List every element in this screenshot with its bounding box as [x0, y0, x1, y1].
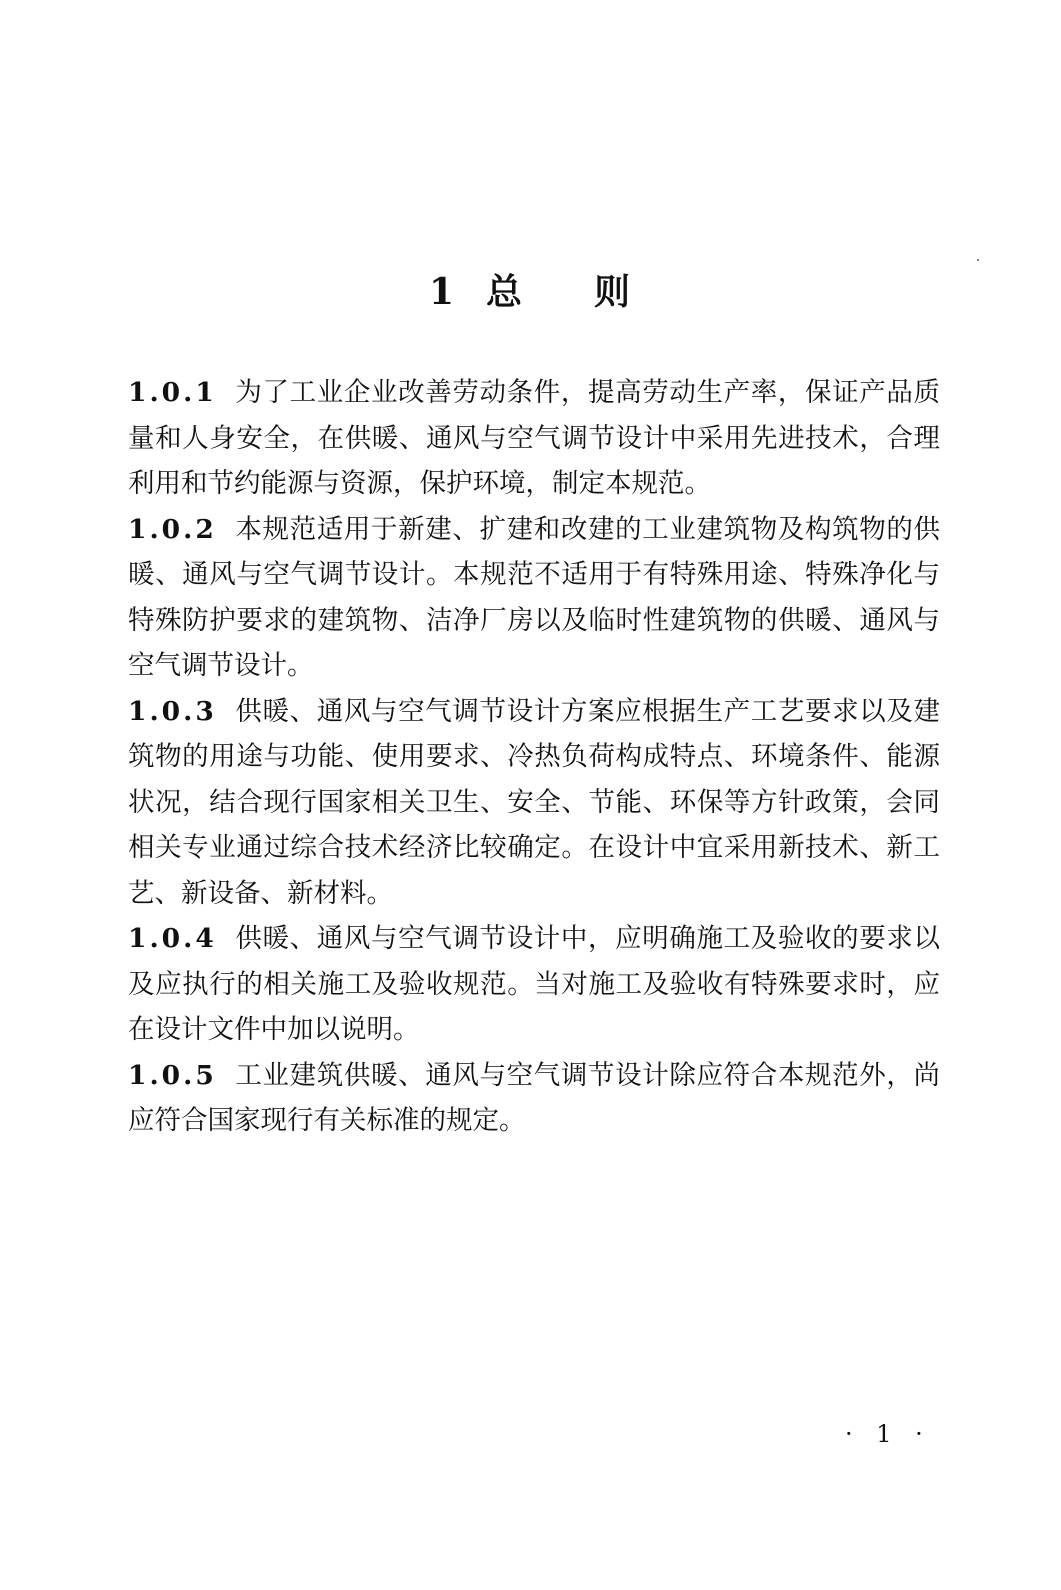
clause-number: 1.0.2: [128, 513, 217, 545]
clause-1-0-3: [128, 689, 940, 917]
clause-text: 供暖、通风与空气调节设计方案应根据生产工艺要求以及建筑物的用途与功能、使用要求、冷热负荷构成特点、环境条件、能源状况，结合现行国家相关卫生、安全、节能、环保等方针政策，会同相关专业通过综合技术经济比较确定。在设计中宜采用新技术、新工艺、新设备、新材料。: [128, 695, 940, 909]
clause-list: [128, 370, 940, 1144]
chapter-title-char-1: 总: [486, 271, 525, 314]
clause-text: 本规范适用于新建、扩建和改建的工业建筑物及构筑物的供暖、通风与空气调节设计。本规范不适用于有特殊用途、特殊净化与特殊防护要求的建筑物、洁净厂房以及临时性建筑物的供暖、通风与空气调节设计。: [128, 513, 940, 681]
clause-1-0-5: [128, 1053, 940, 1144]
chapter-title: [0, 264, 1061, 315]
clause-1-0-4: [128, 916, 940, 1053]
scan-speck: [977, 259, 979, 261]
clause-number: 1.0.5: [128, 1059, 217, 1091]
chapter-number: 1: [428, 271, 457, 314]
page-number: · 1 ·: [845, 1420, 931, 1448]
clause-1-0-1: [128, 370, 940, 507]
clause-number: 1.0.4: [128, 923, 217, 954]
clause-number: 1.0.3: [128, 695, 217, 727]
clause-number: 1.0.1: [128, 377, 217, 408]
clause-1-0-2: [128, 507, 940, 689]
clause-text: 工业建筑供暖、通风与空气调节设计除应符合本规范外，尚应符合国家现行有关标准的规定。: [128, 1059, 940, 1136]
clause-text: 供暖、通风与空气调节设计中，应明确施工及验收的要求以及应执行的相关施工及验收规范。当对施工及验收有特殊要求时，应在设计文件中加以说明。: [128, 923, 940, 1045]
clause-text: 为了工业企业改善劳动条件，提高劳动生产率，保证产品质量和人身安全，在供暖、通风与空气调节设计中采用先进技术，合理利用和节约能源与资源，保护环境，制定本规范。: [128, 377, 940, 499]
chapter-title-char-2: 则: [594, 271, 633, 314]
